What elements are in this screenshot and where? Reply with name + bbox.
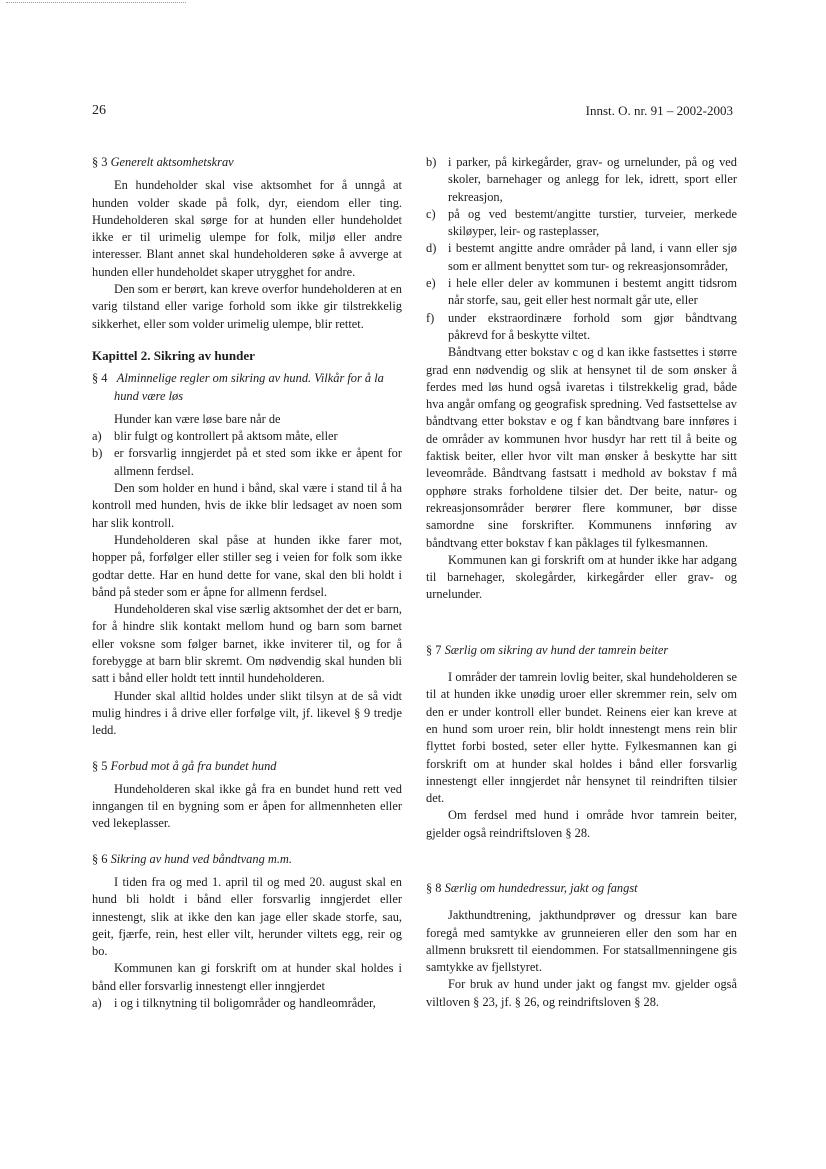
right-column [426,154,737,1011]
list-item: a) i og i tilknytning til boligområder og handleområder, [92,996,376,1011]
section-6-paragraph: Båndtvang etter bokstav c og d kan ikke fastsettes i større grad enn nødvendig og slik at hensynet til de som ønsker å ferdes med løs hund også ivaretas i tilstrekkelig grad, både hva angår omfang og geografisk spredning. Ved fastsettelse av båndtvang etter bokstav e og f kan båndtvang bare innføres i de områder av kommunen hvor husdyr har rett til å beite og faktisk beiter, eller hvor vilt man ønsker å beskytte har sitt leveområde. Båndtvang fastsatt i medhold av bokstav f må opphøre straks forholdene tilsier det. Der beite, natur- og rekreasjonsområder berører flere kommuner, bør disse samordne sine forskrifter. Kommunens innføring av båndtvang etter bokstav f kan påklages til fylkesmannen. [426,345,737,550]
section-4-paragraph: Hunder skal alltid holdes under slikt tilsyn at de så vidt mulig hindres i å drive eller forfølge vilt, jf. likevel § 9 tredje ledd. [92,688,402,738]
section-4-paragraph: Hundeholderen skal påse at hunden ikke farer mot, hopper på, forfølger eller stiller seg i veien for folk som ikke godtar dette. Har en hund dette for vane, skal den bli holdt i bånd på steder som er åpne for allmenn ferdsel. [92,532,402,599]
list-item: c) på og ved bestemt/angitte turstier, turveier, merkede skiløyper, leir- og rasteplasser, [426,206,737,239]
list-item: f) under ekstraordinære forhold som gjør båndtvang påkrevd for å beskytte viltet. [426,310,737,342]
section-3-heading: § 3 Generelt aktsomhetskrav [92,155,234,169]
section-5-heading: § 5 Forbud mot å gå fra bundet hund [92,758,277,773]
section-6-paragraph: Kommunen kan gi forskrift om at hunder ikke har adgang til barnehager, skolegårder, kirkegårder eller grav- og urnelunder. [426,552,737,602]
list-item: b) i parker, på kirkegårder, grav- og urnelunder, på og ved skoler, barnehager og anlegg for lek, idrett, sport eller rekreasjon, [426,155,737,204]
section-8-paragraph: Jakthundtrening, jakthundprøver og dressur kan bare foregå med samtykke av grunneieren eller den som har en allmenn bruksrett til eiendommen. For statsallmenningene gis samtykke av fjellstyret. [426,908,737,975]
section-4-paragraph: Den som holder en hund i bånd, skal være i stand til å ha kontroll med hunden, hvis de ikke blir ledsaget av noen som har slik kontroll. [92,481,402,530]
section-3-paragraph: Den som er berørt, kan kreve overfor hundeholderen at en varig tilstand eller varige forhold som ikke gir tilstrekkelig sikkerhet, eller som volder urimelig ulempe, blir rettet. [92,282,402,331]
section-4-heading: § 4 Alminnelige regler om sikring av hund. Vilkår for å la hund være løs [92,371,384,403]
section-7-paragraph: Om ferdsel med hund i område hvor tamrein beiter, gjelder også reindriftsloven § 28. [426,808,737,840]
section-4-paragraph: Hundeholderen skal vise særlig aktsomhet der det er barn, for å hindre slik kontakt mellom hund og barn som barnet eller voksne som følger barnet, ikke inviterer til, og for å forebygge at barn blir skremt. Om nødvendig skal hunden bli satt i bånd eller holdt tett inntil hundeholderen. [92,602,403,686]
section-6-paragraph: I tiden fra og med 1. april til og med 20. august skal en hund bli holdt i bånd eller forsvarlig inngjerdet eller innestengt, slik at ikke den kan jage eller skade storfe, sau, geit, fjærfe, rein, hest eller vilt, herunder viltets egg, reir og bo. [92,874,402,959]
section-4-intro: Hunder kan være løse bare når de [114,411,281,426]
running-head: Innst. O. nr. 91 – 2002-2003 [585,103,733,118]
page-number: 26 [92,103,106,118]
section-7-heading: § 7 Særlig om sikring av hund der tamrein beiter [426,642,669,657]
left-column [92,154,402,1012]
section-6-heading: § 6 Sikring av hund ved båndtvang m.m. [92,851,292,866]
section-8-paragraph: For bruk av hund under jakt og fangst mv. gjelder også viltloven § 23, jf. § 26, og reindriftsloven § 28. [426,977,737,1009]
section-6-paragraph: Kommunen kan gi forskrift om at hunder skal holdes i bånd eller forsvarlig innestengt eller inngjerdet [92,961,402,993]
list-item: a) blir fulgt og kontrollert på aktsom måte, eller [92,429,338,444]
scan-dotted-artifact [6,2,186,3]
section-8-heading: § 8 Særlig om hundedressur, jakt og fangst [426,880,638,895]
section-3-paragraph: En hundeholder skal vise aktsomhet for å unngå at hunden volder skade på folk, dyr, eiendom eller ting. Hundeholderen skal sørge for at hunden eller hundeholdet ikke er til urimelig ulempe for folk, miljø eller andre interesser. Blant annet skal hundeholderen søke å avverge at hunden eller hundeholdet skaper utrygghet for andre. [92,178,402,279]
list-item: e) i hele eller deler av kommunen i bestemt angitt tidsrom når storfe, sau, geit eller hest normalt går ute, eller [426,276,737,308]
section-5-paragraph: Hundeholderen skal ikke gå fra en bundet hund rett ved inngangen til en bygning som er åpen for allmennheten eller ved lekeplasser. [92,781,402,831]
list-item: b) er forsvarlig inngjerdet på et sted som ikke er åpent for allmenn ferdsel. [92,446,402,478]
chapter-heading: Kapittel 2. Sikring av hunder [92,347,255,363]
list-item: d) i bestemt angitte andre områder på land, i vann eller sjø som er allment benyttet som tur- og rekreasjonsområder, [426,241,737,273]
section-7-paragraph: I områder der tamrein lovlig beiter, skal hundeholderen se til at hunden ikke unødig uroer eller skremmer rein, selv om den er under kontroll eller bundet. Reinens eier kan kreve at en hund som uroer rein, blir holdt innestengt mens rein blir flyttet forbi bosted, seter eller hytte. Fylkesmannen kan gi forskrift om at hunder skal holdes i bånd eller forsvarlig innestengt eller inngjerdet når hensynet til reindriften tilsier det. [426,670,737,806]
